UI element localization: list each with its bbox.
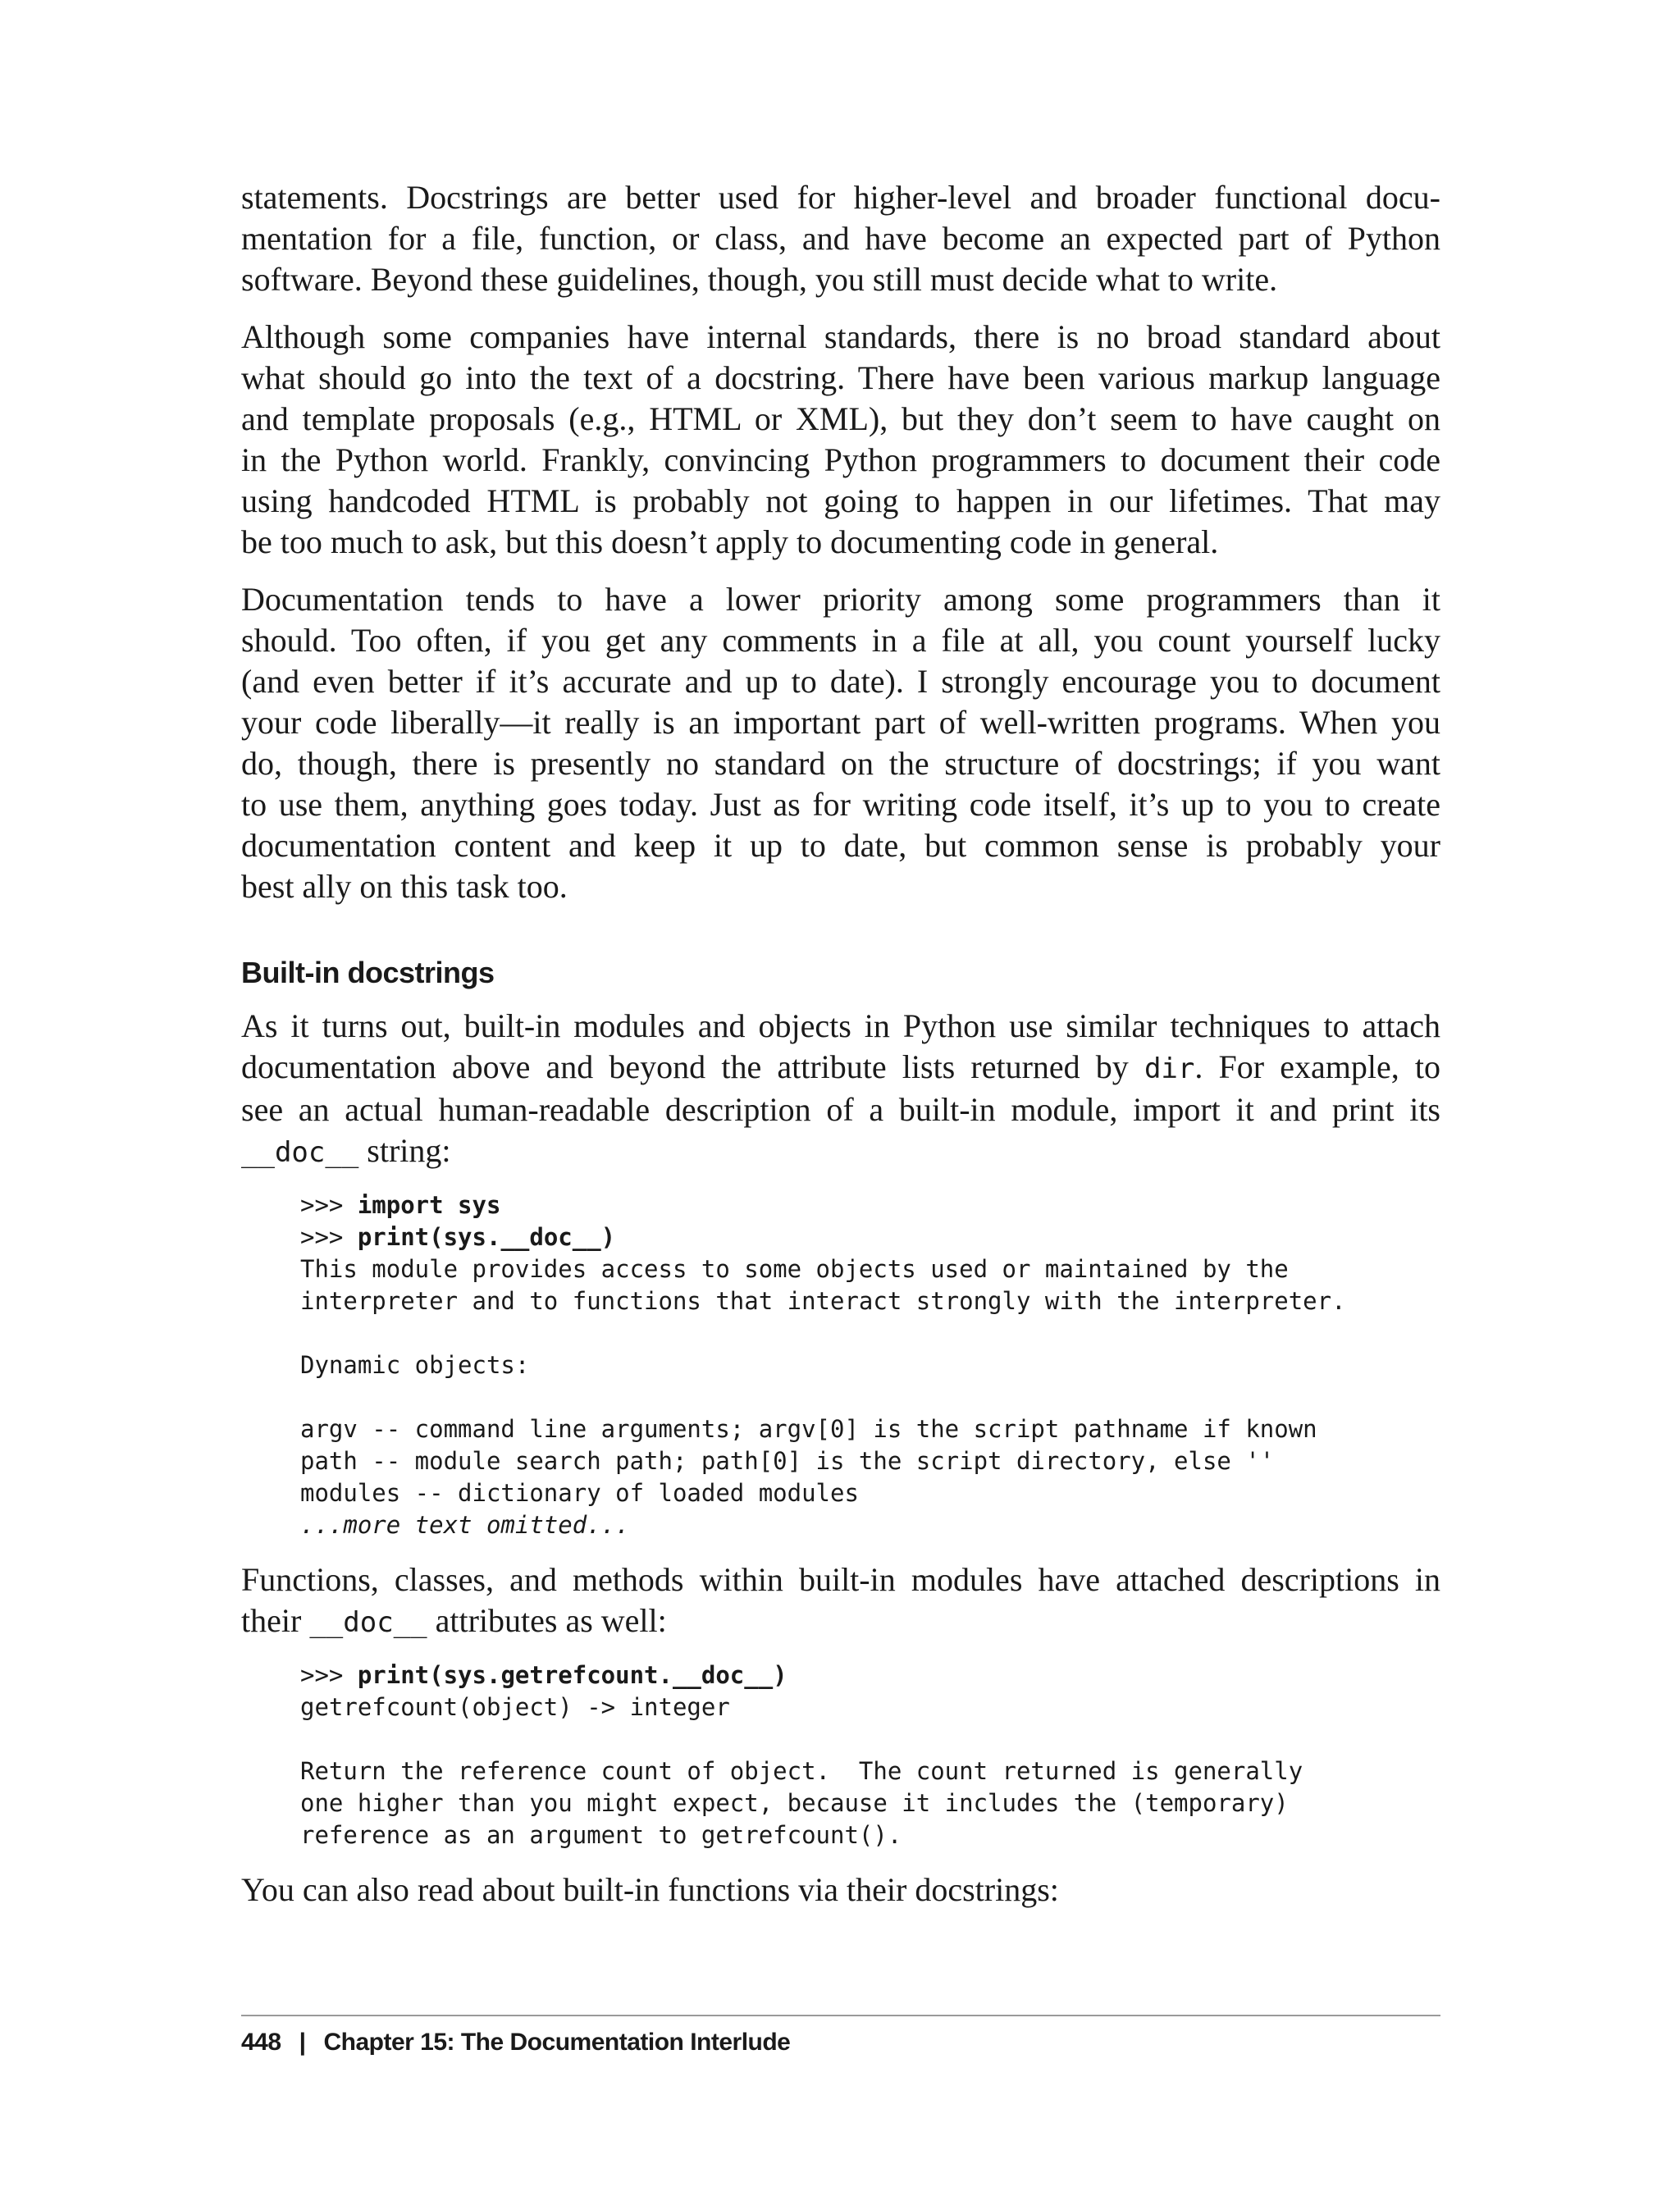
- text-line: Functions, classes, and methods within built-in modules have attached descriptions in: [241, 1561, 1440, 1598]
- code-output-line: modules -- dictionary of loaded modules: [300, 1479, 859, 1507]
- code-output-line: This module provides access to some objects used or maintained by the: [300, 1255, 1289, 1283]
- code-omitted-note: ...more text omitted...: [300, 1511, 630, 1539]
- text-line: what should go into the text of a docstring. There have been various markup language: [241, 359, 1440, 396]
- text-run: documentation above and beyond the attribute lists returned by: [241, 1048, 1144, 1085]
- text-line: should. Too often, if you get any comments in a file at all, you count yourself lucky: [241, 622, 1440, 659]
- code-prompt: >>>: [300, 1191, 358, 1219]
- text-line: Documentation tends to have a lower priority among some programmers than it: [241, 581, 1440, 618]
- paragraph-documentation-priority: [241, 579, 1440, 907]
- text-line: best ally on this task too.: [241, 868, 568, 905]
- footer-divider: [241, 2015, 1440, 2016]
- paragraph-builtin-docstrings: [241, 1006, 1440, 1173]
- text-run: their: [241, 1602, 310, 1639]
- text-line: As it turns out, built-in modules and objects in Python use similar techniques to attach: [241, 1007, 1440, 1044]
- text-line: You can also read about built-in functions via their docstrings:: [241, 1871, 1059, 1908]
- text-line: [241, 1047, 1440, 1089]
- section-heading: Built-in docstrings: [241, 956, 495, 989]
- code-input: print(sys.getrefcount.__doc__): [357, 1661, 788, 1689]
- footer-separator: |: [299, 2029, 306, 2056]
- code-output-line: interpreter and to functions that interact strongly with the interpreter.: [300, 1287, 1346, 1315]
- text-line: to use them, anything goes today. Just as for writing code itself, it’s up to you to create: [241, 786, 1440, 823]
- text-line: [241, 1130, 1440, 1173]
- text-line: using handcoded HTML is probably not going to happen in our lifetimes. That may: [241, 482, 1440, 519]
- text-line: your code liberally—it really is an important part of well-written programs. When you: [241, 704, 1440, 741]
- page-number: 448: [241, 2029, 281, 2056]
- code-output-line: [300, 1509, 1440, 1541]
- text-line: be too much to ask, but this doesn’t apply to documenting code in general.: [241, 523, 1219, 560]
- code-line: [300, 1659, 1440, 1691]
- paragraph-docstrings-usage: [241, 177, 1440, 300]
- chapter-title: Chapter 15: The Documentation Interlude: [323, 2029, 791, 2056]
- text-line: [241, 1600, 1440, 1643]
- code-prompt: >>>: [300, 1223, 358, 1251]
- code-line: [300, 1189, 1440, 1221]
- text-line: do, though, there is presently no standard on the structure of docstrings; if you want: [241, 745, 1440, 782]
- code-input: print(sys.__doc__): [357, 1223, 616, 1251]
- code-output-line: Dynamic objects:: [300, 1351, 530, 1379]
- code-output-line: path -- module search path; path[0] is the script directory, else '': [300, 1447, 1275, 1475]
- text-line: statements. Docstrings are better used for higher-level and broader functional docu-: [241, 179, 1440, 216]
- text-line: (and even better if it’s accurate and up to date). I strongly encourage you to document: [241, 663, 1440, 700]
- text-line: and template proposals (e.g., HTML or XML), but they don’t seem to have caught on: [241, 400, 1440, 437]
- inline-code: dir: [1144, 1052, 1195, 1085]
- text-line: in the Python world. Frankly, convincing Python programmers to document their code: [241, 441, 1440, 478]
- text-line: documentation content and keep it up to date, but common sense is probably your: [241, 827, 1440, 864]
- code-output-line: reference as an argument to getrefcount().: [300, 1821, 902, 1849]
- paragraph-functions-doc: [241, 1559, 1440, 1643]
- code-output-line: one higher than you might expect, because it includes the (temporary): [300, 1789, 1289, 1817]
- text-line: mentation for a file, function, or class, and have become an expected part of Python: [241, 220, 1440, 257]
- code-block-getrefcount-doc: [300, 1659, 1440, 1851]
- code-input: import sys: [357, 1191, 501, 1219]
- code-output-line: getrefcount(object) -> integer: [300, 1693, 730, 1721]
- code-blank-line: [300, 1723, 1440, 1755]
- paragraph-builtin-functions: [241, 1869, 1440, 1911]
- code-block-sys-doc: [300, 1189, 1440, 1541]
- code-prompt: >>>: [300, 1661, 358, 1689]
- page-footer: [241, 2026, 790, 2059]
- code-blank-line: [300, 1317, 1440, 1349]
- text-run: attributes as well:: [427, 1602, 667, 1639]
- inline-code: __doc__: [241, 1136, 359, 1169]
- code-blank-line: [300, 1381, 1440, 1413]
- code-output-line: Return the reference count of object. The count returned is generally: [300, 1757, 1303, 1785]
- text-line: Although some companies have internal standards, there is no broad standard about: [241, 318, 1440, 355]
- text-run: string:: [358, 1132, 451, 1169]
- text-run: . For example, to: [1194, 1048, 1440, 1085]
- code-output-line: argv -- command line arguments; argv[0] is the script pathname if known: [300, 1415, 1317, 1443]
- page-body: [241, 177, 1440, 1927]
- inline-code: __doc__: [309, 1606, 427, 1639]
- text-line: software. Beyond these guidelines, though, you still must decide what to write.: [241, 261, 1278, 298]
- paragraph-no-standard: [241, 317, 1440, 563]
- text-line: see an actual human-readable description of a built-in module, import it and print its: [241, 1091, 1440, 1128]
- code-line: [300, 1221, 1440, 1253]
